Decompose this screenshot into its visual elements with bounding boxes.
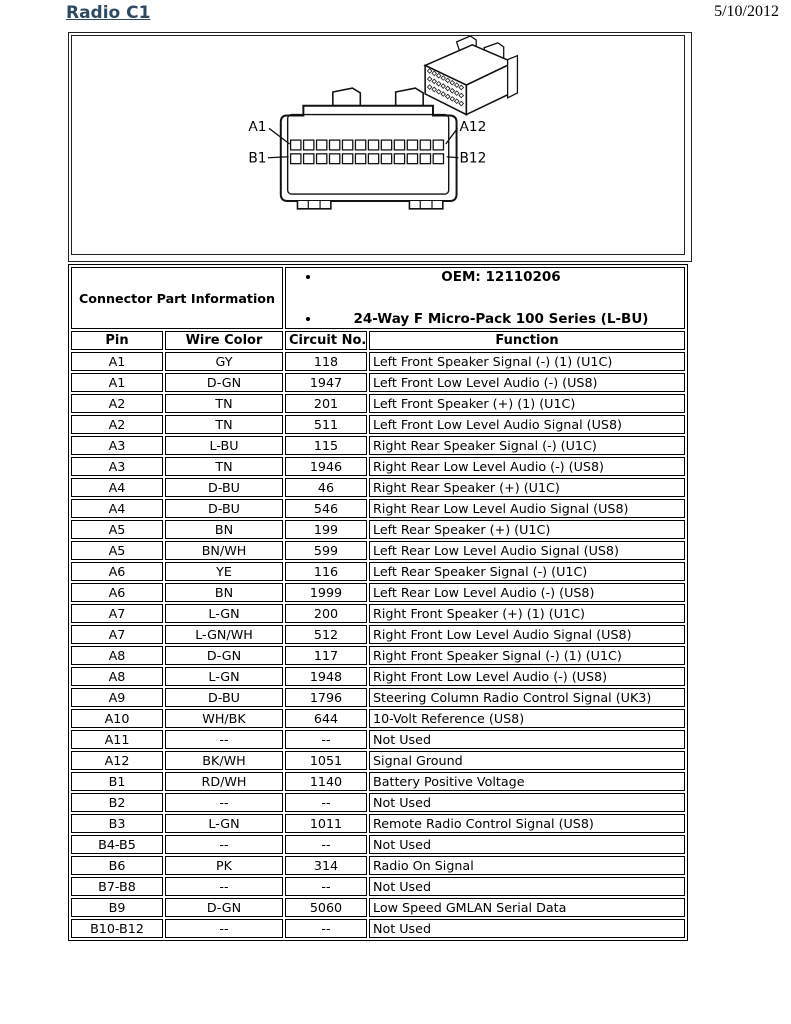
connector-3d-view: [425, 36, 517, 115]
table-row: [71, 436, 685, 455]
function-cell: Left Front Speaker Signal (-) (1) (U1C): [369, 352, 685, 371]
function-cell: Not Used: [369, 730, 685, 749]
wire-color-cell: D-GN: [165, 646, 283, 665]
wire-color-cell: BN/WH: [165, 541, 283, 560]
pin-square: [368, 140, 378, 150]
bottom-tab-icon: [297, 201, 330, 209]
circuit-no-cell: 314: [285, 856, 367, 875]
pin-cell: A8: [71, 646, 163, 665]
page-date: 5/10/2012: [714, 3, 779, 20]
pin-cell: B9: [71, 898, 163, 917]
wire-color-cell: D-GN: [165, 898, 283, 917]
wire-color-cell: BN: [165, 583, 283, 602]
circuit-no-cell: 644: [285, 709, 367, 728]
pin-square: [329, 140, 339, 150]
pin-square: [342, 140, 352, 150]
table-row: [71, 751, 685, 770]
pin-cell: A6: [71, 583, 163, 602]
wire-color-cell: --: [165, 877, 283, 896]
pin-label-a12: A12: [459, 119, 487, 136]
wire-color-cell: TN: [165, 457, 283, 476]
pin-cell: A3: [71, 457, 163, 476]
bottom-tab-icon: [409, 201, 442, 209]
pin-cell: A11: [71, 730, 163, 749]
wire-color-cell: YE: [165, 562, 283, 581]
circuit-no-cell: 546: [285, 499, 367, 518]
table-row: [71, 835, 685, 854]
connector-info-row: [71, 267, 685, 329]
pin-label-a1: A1: [248, 119, 267, 136]
pin-cell: A6: [71, 562, 163, 581]
function-cell: Not Used: [369, 793, 685, 812]
pin-cell: A5: [71, 541, 163, 560]
wire-color-cell: TN: [165, 394, 283, 413]
table-row: [71, 562, 685, 581]
pin-cell: A4: [71, 478, 163, 497]
column-header-function: Function: [369, 331, 685, 350]
wire-color-cell: BK/WH: [165, 751, 283, 770]
wire-color-cell: GY: [165, 352, 283, 371]
pin-cell: B10-B12: [71, 919, 163, 938]
circuit-no-cell: 1947: [285, 373, 367, 392]
circuit-no-cell: 115: [285, 436, 367, 455]
connector-diagram-drawing: [72, 36, 684, 254]
wire-color-cell: D-BU: [165, 478, 283, 497]
function-cell: Right Rear Speaker Signal (-) (U1C): [369, 436, 685, 455]
column-header-pin: Pin: [71, 331, 163, 350]
table-row: [71, 709, 685, 728]
wire-color-cell: L-GN: [165, 667, 283, 686]
circuit-no-cell: --: [285, 793, 367, 812]
pin-square: [342, 154, 352, 164]
function-cell: Right Rear Speaker (+) (U1C): [369, 478, 685, 497]
pin-cell: A12: [71, 751, 163, 770]
pin-label-b1: B1: [248, 150, 267, 167]
table-row: [71, 478, 685, 497]
connector-diagram-inner-border: [71, 35, 685, 255]
pin-cell: A8: [71, 667, 163, 686]
front-latch-clip-icon: [333, 88, 360, 106]
pin-cell: A10: [71, 709, 163, 728]
pin-cell: A4: [71, 499, 163, 518]
connector-pinout-table: [68, 264, 688, 941]
circuit-no-cell: 599: [285, 541, 367, 560]
function-cell: Left Front Low Level Audio Signal (US8): [369, 415, 685, 434]
function-cell: Steering Column Radio Control Signal (UK3): [369, 688, 685, 707]
circuit-no-cell: 1140: [285, 772, 367, 791]
wire-color-cell: --: [165, 919, 283, 938]
pin-cell: B3: [71, 814, 163, 833]
table-row: [71, 856, 685, 875]
wire-color-cell: L-GN: [165, 604, 283, 623]
wire-color-cell: --: [165, 730, 283, 749]
pin-cell: B2: [71, 793, 163, 812]
oem-number: • OEM: 12110206: [321, 269, 681, 285]
wire-color-cell: --: [165, 793, 283, 812]
table-row: [71, 394, 685, 413]
function-cell: Right Front Speaker (+) (1) (U1C): [369, 604, 685, 623]
table-row: [71, 688, 685, 707]
circuit-no-cell: 5060: [285, 898, 367, 917]
wire-color-cell: --: [165, 835, 283, 854]
pin-square: [304, 140, 314, 150]
pin-square: [394, 154, 404, 164]
function-cell: Not Used: [369, 835, 685, 854]
circuit-no-cell: --: [285, 919, 367, 938]
pin-cell: A2: [71, 415, 163, 434]
wire-color-cell: L-GN/WH: [165, 625, 283, 644]
pin-square: [368, 154, 378, 164]
function-cell: Left Rear Speaker Signal (-) (U1C): [369, 562, 685, 581]
wire-color-cell: L-BU: [165, 436, 283, 455]
pin-square: [407, 154, 417, 164]
pin-square: [317, 140, 327, 150]
wire-color-cell: TN: [165, 415, 283, 434]
table-row: [71, 499, 685, 518]
table-row: [71, 877, 685, 896]
table-row: [71, 646, 685, 665]
pin-cell: B7-B8: [71, 877, 163, 896]
pin-cell: A3: [71, 436, 163, 455]
circuit-no-cell: 512: [285, 625, 367, 644]
pin-cell: A5: [71, 520, 163, 539]
function-cell: Radio On Signal: [369, 856, 685, 875]
pin-square: [433, 140, 443, 150]
column-header-circuit-no: Circuit No.: [285, 331, 367, 350]
circuit-no-cell: 1999: [285, 583, 367, 602]
pin-square: [407, 140, 417, 150]
column-header-wire-color: Wire Color: [165, 331, 283, 350]
table-row: [71, 814, 685, 833]
table-row: [71, 625, 685, 644]
table-row: [71, 352, 685, 371]
function-cell: Left Front Speaker (+) (1) (U1C): [369, 394, 685, 413]
function-cell: Remote Radio Control Signal (US8): [369, 814, 685, 833]
table-row: [71, 919, 685, 938]
wire-color-cell: D-BU: [165, 688, 283, 707]
pin-square: [355, 154, 365, 164]
wire-color-cell: D-GN: [165, 373, 283, 392]
circuit-no-cell: 511: [285, 415, 367, 434]
table-row: [71, 604, 685, 623]
table-row: [71, 373, 685, 392]
front-latch-clip-icon: [396, 88, 423, 106]
pin-cell: B4-B5: [71, 835, 163, 854]
pin-square: [420, 140, 430, 150]
pin-square: [420, 154, 430, 164]
function-cell: Not Used: [369, 919, 685, 938]
pin-square: [355, 140, 365, 150]
table-row: [71, 541, 685, 560]
circuit-no-cell: --: [285, 835, 367, 854]
pin-table-body: [71, 352, 685, 938]
pin-square: [291, 154, 301, 164]
wire-color-cell: WH/BK: [165, 709, 283, 728]
table-row: [71, 583, 685, 602]
circuit-no-cell: 200: [285, 604, 367, 623]
circuit-no-cell: 1948: [285, 667, 367, 686]
function-cell: Right Rear Low Level Audio Signal (US8): [369, 499, 685, 518]
function-cell: Right Front Low Level Audio (-) (US8): [369, 667, 685, 686]
circuit-no-cell: 116: [285, 562, 367, 581]
function-cell: Battery Positive Voltage: [369, 772, 685, 791]
connector-series: • 24-Way F Micro-Pack 100 Series (L-BU): [321, 311, 681, 327]
function-cell: Left Front Low Level Audio (-) (US8): [369, 373, 685, 392]
pin-cell: B6: [71, 856, 163, 875]
connector-part-info-label: Connector Part Information: [71, 267, 283, 329]
circuit-no-cell: 1796: [285, 688, 367, 707]
circuit-no-cell: 118: [285, 352, 367, 371]
wire-color-cell: BN: [165, 520, 283, 539]
circuit-no-cell: --: [285, 730, 367, 749]
pin-square: [381, 154, 391, 164]
pin-label-b12: B12: [459, 150, 487, 167]
function-cell: Not Used: [369, 877, 685, 896]
circuit-no-cell: --: [285, 877, 367, 896]
table-row: [71, 772, 685, 791]
circuit-no-cell: 199: [285, 520, 367, 539]
table-row: [71, 730, 685, 749]
wire-color-cell: RD/WH: [165, 772, 283, 791]
table-row: [71, 667, 685, 686]
function-cell: Right Front Speaker Signal (-) (1) (U1C): [369, 646, 685, 665]
pin-cell: A1: [71, 373, 163, 392]
table-header-row: [71, 331, 685, 350]
table-row: [71, 898, 685, 917]
circuit-no-cell: 117: [285, 646, 367, 665]
table-row: [71, 520, 685, 539]
page-title: Radio C1: [66, 3, 151, 23]
pin-cell: A2: [71, 394, 163, 413]
pin-square: [394, 140, 404, 150]
circuit-no-cell: 1946: [285, 457, 367, 476]
pin-square: [433, 154, 443, 164]
function-cell: Right Front Low Level Audio Signal (US8): [369, 625, 685, 644]
circuit-no-cell: 1011: [285, 814, 367, 833]
function-cell: Left Rear Speaker (+) (U1C): [369, 520, 685, 539]
function-cell: Left Rear Low Level Audio Signal (US8): [369, 541, 685, 560]
function-cell: Left Rear Low Level Audio (-) (US8): [369, 583, 685, 602]
function-cell: Right Rear Low Level Audio (-) (US8): [369, 457, 685, 476]
function-cell: Signal Ground: [369, 751, 685, 770]
table-row: [71, 457, 685, 476]
function-cell: Low Speed GMLAN Serial Data: [369, 898, 685, 917]
pin-cell: A7: [71, 604, 163, 623]
3d-end-latch: [508, 56, 518, 98]
pin-square: [317, 154, 327, 164]
pin-square: [291, 140, 301, 150]
pin-cell: B1: [71, 772, 163, 791]
pin-cell: A1: [71, 352, 163, 371]
wire-color-cell: L-GN: [165, 814, 283, 833]
pin-square: [329, 154, 339, 164]
circuit-no-cell: 201: [285, 394, 367, 413]
wire-color-cell: D-BU: [165, 499, 283, 518]
wire-color-cell: PK: [165, 856, 283, 875]
circuit-no-cell: 46: [285, 478, 367, 497]
function-cell: 10-Volt Reference (US8): [369, 709, 685, 728]
circuit-no-cell: 1051: [285, 751, 367, 770]
pin-square: [304, 154, 314, 164]
pin-cell: A7: [71, 625, 163, 644]
table-row: [71, 415, 685, 434]
connector-diagram-box: [68, 32, 692, 262]
pin-cell: A9: [71, 688, 163, 707]
table-row: [71, 793, 685, 812]
pin-square: [381, 140, 391, 150]
connector-part-info-details: [285, 267, 685, 329]
